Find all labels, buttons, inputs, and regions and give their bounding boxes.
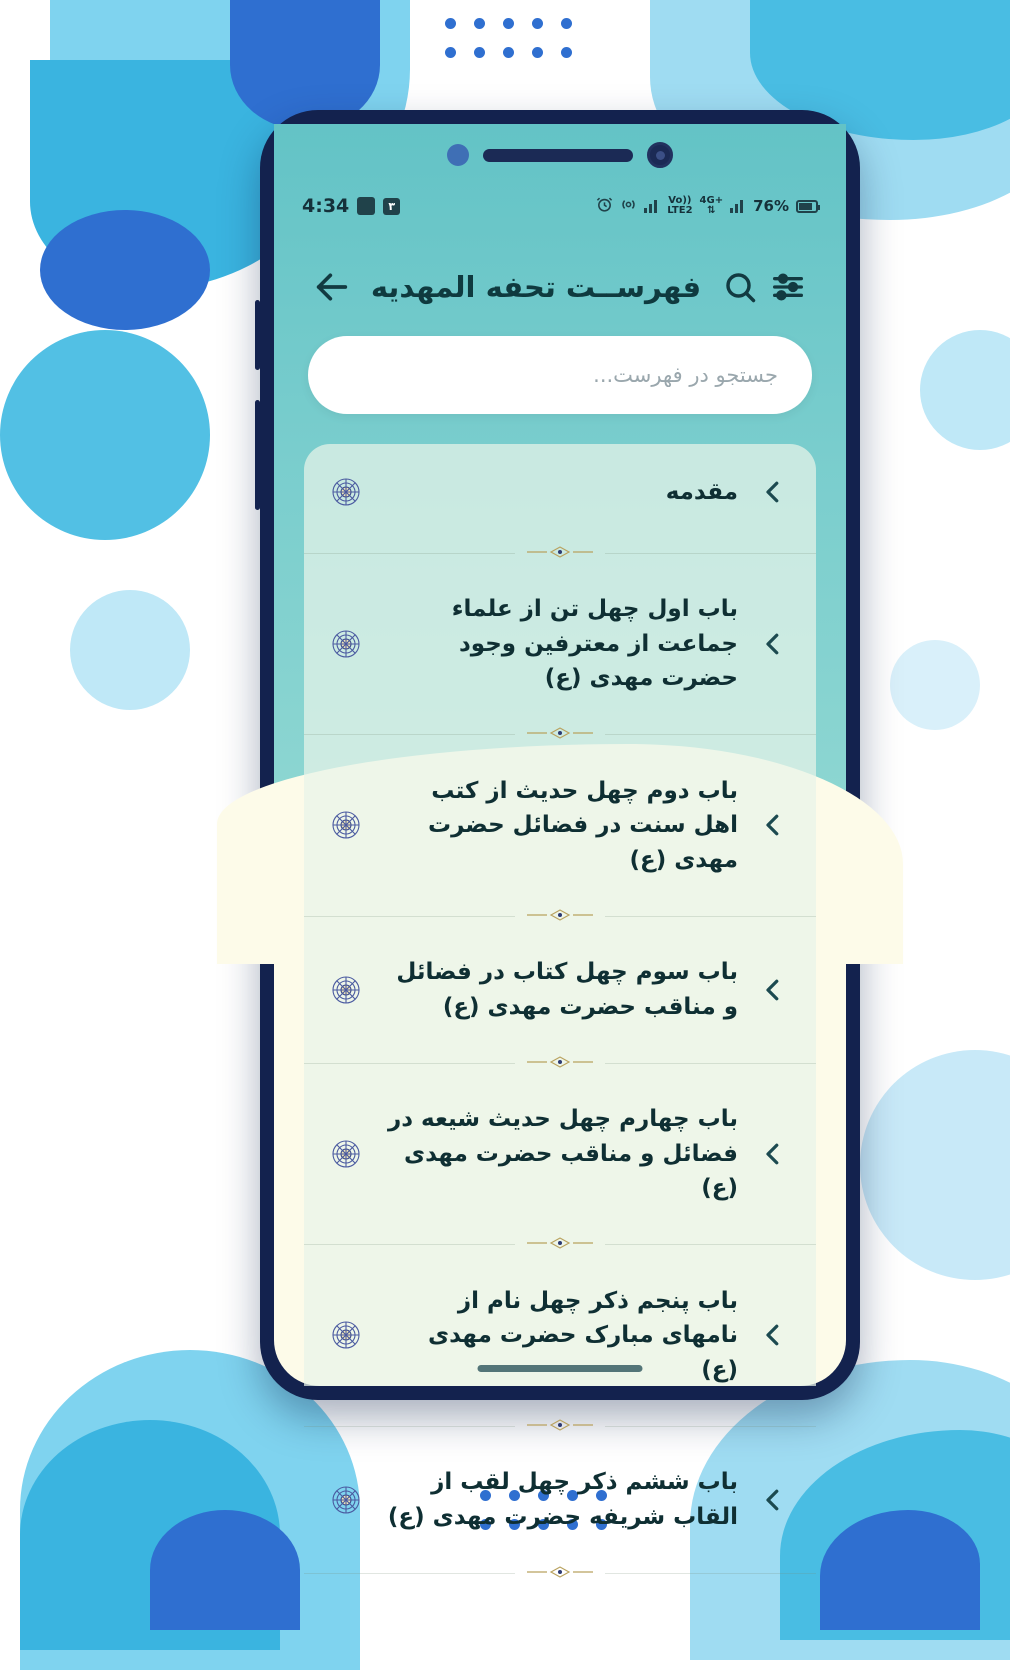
lte-network-label: LTE2: [667, 205, 693, 216]
signal-bars-icon-2: [730, 199, 746, 213]
chevron-left-icon: [756, 975, 790, 1005]
arrow-left-icon[interactable]: [308, 263, 356, 311]
rosette-icon: [326, 970, 366, 1010]
rosette-icon: [326, 1134, 366, 1174]
four-g-label: 4G+: [699, 194, 724, 206]
background-circle-right-upper: [920, 330, 1010, 450]
ornament-icon: [525, 1054, 595, 1073]
background-blob-mid-left-3: [40, 210, 210, 330]
background-blob-mid-left-2: [0, 330, 210, 540]
index-list-card: [304, 444, 816, 1530]
phone-mockup: [260, 110, 860, 1530]
list-item-label: مقدمه: [665, 478, 738, 505]
dot-grid-top: [445, 18, 572, 58]
list-divider: [304, 1413, 816, 1439]
list-divider: [304, 722, 816, 748]
search-box[interactable]: [308, 336, 812, 414]
index-list[interactable]: [304, 444, 816, 1530]
chevron-left-icon: [756, 477, 790, 507]
list-item[interactable]: [304, 444, 816, 540]
phone-notch: [274, 124, 846, 186]
notification-badge: ۳: [383, 198, 400, 215]
search-input[interactable]: [342, 336, 778, 414]
ornament-icon: [525, 1235, 595, 1254]
rosette-icon: [326, 1315, 366, 1355]
search-icon[interactable]: [716, 263, 764, 311]
proximity-sensor-icon: [447, 144, 469, 166]
home-indicator[interactable]: [478, 1365, 643, 1372]
ornament-icon: [525, 1564, 595, 1583]
chevron-left-icon: [756, 1139, 790, 1169]
ornament-icon: [525, 1417, 595, 1436]
chevron-left-icon: [756, 810, 790, 840]
list-item[interactable]: [304, 566, 816, 722]
list-item-label: باب ششم ذکر چهل لقب از القاب شریفه حضرت مهدی (ع): [387, 1469, 738, 1530]
chevron-left-icon: [756, 1320, 790, 1350]
list-item[interactable]: [304, 748, 816, 904]
search-container: [308, 336, 812, 414]
status-time: 4:34: [302, 195, 350, 217]
ornament-icon: [525, 907, 595, 926]
rosette-icon: [326, 805, 366, 845]
list-item-label: باب چهارم چهل حدیث شیعه در فضائل و مناقب حضرت مهدی (ع): [387, 1106, 738, 1201]
list-item-label: باب دوم چهل حدیث از کتب اهل سنت در فضائل حضرت مهدی (ع): [428, 777, 738, 873]
alarm-icon: [596, 196, 613, 217]
list-divider: [304, 1560, 816, 1586]
list-item[interactable]: [304, 1076, 816, 1232]
voice-network-label: Vo)): [668, 194, 692, 206]
list-divider: [304, 540, 816, 566]
background-circle-right-small: [890, 640, 980, 730]
sliders-icon[interactable]: [764, 263, 812, 311]
list-divider: [304, 1232, 816, 1258]
background-blob-bottom-left-3: [150, 1510, 300, 1630]
list-item-label: باب سوم چهل کتاب در فضائل و مناقب حضرت مهدی (ع): [396, 959, 738, 1020]
list-item[interactable]: [304, 1258, 816, 1414]
chevron-left-icon: [756, 629, 790, 659]
list-item[interactable]: [304, 929, 816, 1050]
page-title: فهرســت تحفه المهدیه: [370, 270, 702, 304]
battery-percent-label: 76%: [753, 197, 789, 215]
list-item-label: باب پنجم ذکر چهل نام از نامهای مبارک حضرت مهدی (ع): [428, 1287, 738, 1383]
front-camera-icon: [647, 142, 673, 168]
list-divider: [304, 1050, 816, 1076]
list-divider: [304, 903, 816, 929]
ornament-icon: [525, 725, 595, 744]
app-bar: [274, 242, 846, 332]
chevron-left-icon: [756, 1485, 790, 1515]
rosette-icon: [326, 472, 366, 512]
list-item-label: باب اول چهل تن از علماء جماعت از معترفین وجود حضرت مهدی (ع): [451, 596, 738, 691]
rosette-icon: [326, 624, 366, 664]
data-arrows-icon: ⇅: [707, 205, 716, 216]
list-item[interactable]: [304, 1439, 816, 1560]
background-circle-right-large: [860, 1050, 1010, 1280]
phone-screen: [274, 124, 846, 1530]
gallery-icon: [357, 197, 375, 215]
rosette-icon: [326, 1480, 366, 1520]
earpiece-speaker: [483, 149, 633, 162]
ornament-icon: [525, 544, 595, 563]
wifi-hotspot-icon: [620, 196, 637, 217]
status-bar: [274, 186, 846, 226]
background-blob-mid-left-1: [70, 590, 190, 710]
battery-icon: [796, 200, 818, 213]
signal-bars-icon-1: [644, 199, 660, 213]
